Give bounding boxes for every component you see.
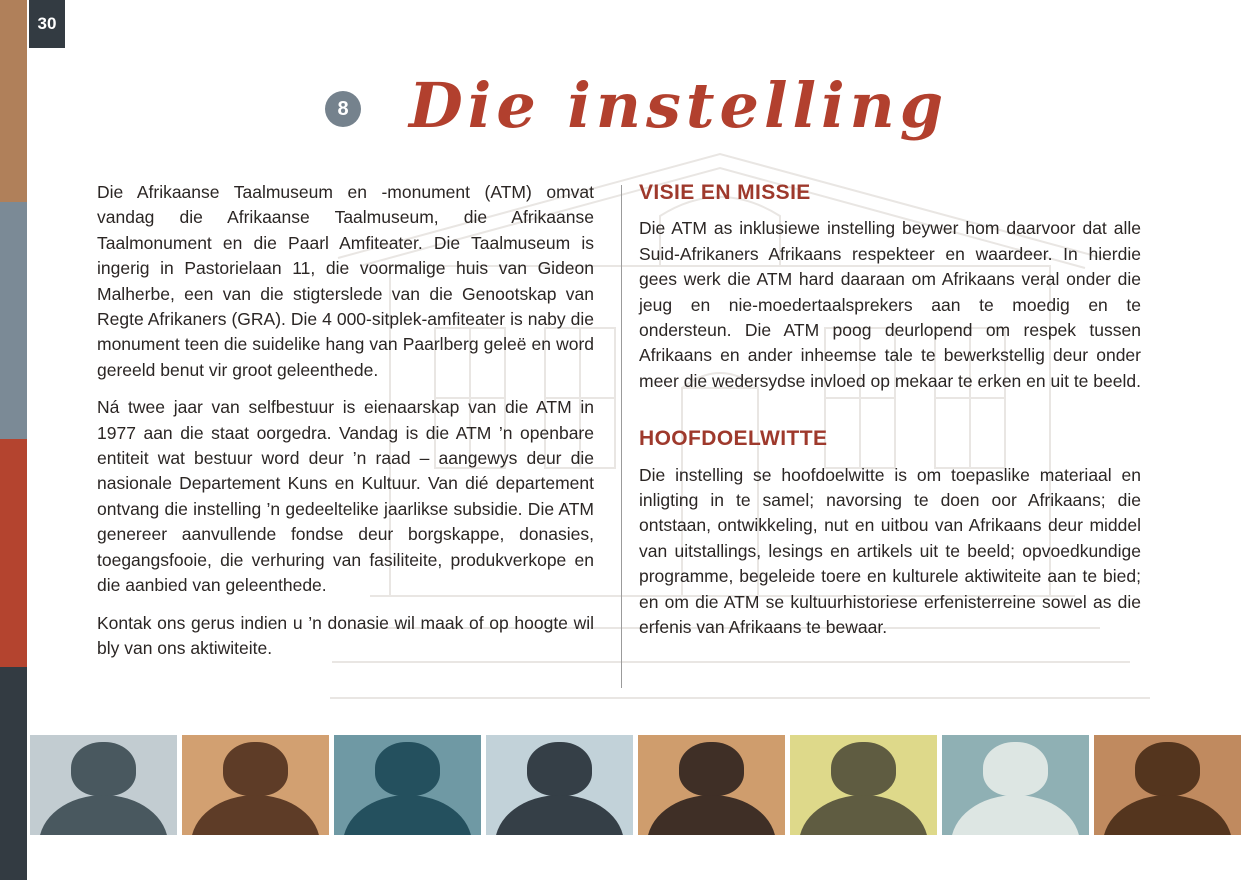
portrait-woman-curlyhair-teal — [334, 735, 481, 835]
sidebar-bar-red — [0, 439, 27, 667]
chapter-header — [325, 60, 948, 150]
portrait-photo-strip — [30, 735, 1241, 835]
sidebar-color-bars — [0, 0, 27, 880]
chapter-number-badge — [325, 91, 361, 127]
sidebar-bar-slate — [0, 202, 27, 439]
portrait-woman-headwrap-bluegray — [30, 735, 177, 835]
section-heading-visie: VISIE EN MISSIE — [639, 181, 811, 204]
right-column — [639, 180, 1141, 653]
portrait-man-longhair-sepia — [182, 735, 329, 835]
section-visie-en-missie — [639, 180, 1141, 394]
page-title: Die instelling — [409, 68, 949, 142]
paragraph-ownership-funding: Ná twee jaar van selfbestuur is eienaarskap van die ATM in 1977 aan die staat oorgedra. Vandag is die ATM ’n openbare entiteit wat bestuur word deur ’n raad – aangewys deur die nasionale Departement Kuns en Kultuur. Van dié departement ontvang die instelling ’n gedeeltelike jaarlikse subsidie. Die ATM genereer aanvullende fondse deur borgskappe, donasies, toegangsfooie, die verhuring van fasiliteite, produkverkope en die aanbied van geleenthede. — [97, 397, 594, 596]
portrait-man-beret-yellow — [790, 735, 937, 835]
column-divider — [621, 185, 622, 688]
sidebar-bar-brown — [0, 0, 27, 202]
paragraph-museum-overview: Die Afrikaanse Taalmuseum en -monument (ATM) omvat vandag die Afrikaanse Taalmuseum, die Afrikaanse Taalmonument en die Paarl Amfiteater. Die Taalmuseum is ingerig in Pastorielaan 11, die voormalige huis van Gideon Malherbe, een van die stigterslede van die Genootskap van Regte Afrikaners (GRA). Die 4 000-sitplek-amfiteater is naby die monument teen die suidelike hang van Paarlberg geleë en word gereeld benut vir groot geleenthede. — [97, 182, 594, 380]
portrait-man-dreadlocks-bluegray — [486, 735, 633, 835]
paragraph-hoofdoelwitte: Die instelling se hoofdoelwitte is om toepaslike materiaal en inligting in te samel; navorsing te doen oor Afrikaans; die ontstaan, ontwikkeling, nut en uitbou van Afrikaans deur middel van uitstallings, lesings en artikels uit te beeld; opvoedkundige programme, begeleide toere en kulturele aktiwiteite aan te bied; en om die ATM se kultuurhistoriese erfenisterreine sowel as die erfenis van Afrikaans te bewaar. — [639, 464, 1141, 638]
portrait-man-beard-sepia — [1094, 735, 1241, 835]
portrait-woman-cap-scarf-sepia — [638, 735, 785, 835]
paragraph-visie: Die ATM as inklusiewe instelling beywer hom daarvoor dat alle Suid-Afrikaners Afrikaans respekteer en waardeer. In hierdie gees werk die ATM hard daaraan om Afrikaans veral onder die jeug en nie-moedertaalsprekers aan te moedig en te ondersteun. Die ATM poog deurlopend om respek tussen Afrikaans en ander inheemse tale te bewerkstellig deur onder meer die wedersydse invloed op mekaar te erken en uit te beeld. — [639, 218, 1141, 391]
paragraph-contact-invite: Kontak ons gerus indien u ’n donasie wil maak of op hoogte wil bly van ons aktiwiteite. — [97, 612, 594, 658]
section-hoofdoelwitte — [639, 426, 1141, 640]
section-heading-hoofdoelwitte: HOOFDOELWITTE — [639, 427, 828, 451]
left-column — [97, 180, 594, 673]
portrait-woman-blonde-teal — [942, 735, 1089, 835]
sidebar-bar-charcoal — [0, 667, 27, 880]
page-number-box — [29, 0, 65, 48]
chapter-number: 8 — [337, 97, 349, 120]
page-number: 30 — [37, 14, 57, 33]
